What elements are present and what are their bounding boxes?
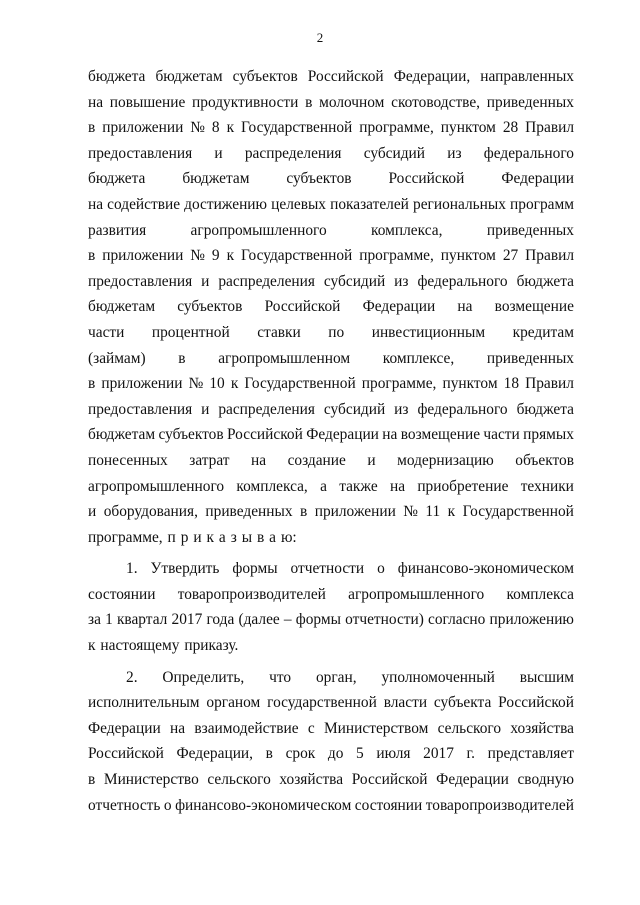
word: исполнительным [88, 694, 200, 712]
text-line [88, 793, 574, 819]
word: приобретение [417, 477, 509, 495]
word: приложении [314, 503, 396, 521]
word: к [447, 503, 456, 521]
word: согласно [428, 611, 486, 629]
word: сельского [437, 719, 502, 737]
word: Российской [498, 694, 574, 712]
word: части [483, 426, 520, 444]
word: предоставления [88, 272, 193, 290]
word: к [226, 119, 235, 137]
document-body [88, 64, 574, 818]
word: ю: [280, 528, 297, 546]
word: и [214, 144, 223, 162]
word: бюджетам [155, 68, 223, 85]
word: 9 [211, 247, 220, 265]
word: объектов [515, 451, 574, 469]
word: о [377, 560, 385, 578]
word: в [88, 247, 96, 265]
text-line [88, 422, 574, 448]
word: молочном [319, 93, 385, 111]
text-line [88, 192, 574, 218]
word: федерального [417, 400, 508, 418]
word: сельского [207, 771, 271, 789]
word: уполномоченный [381, 668, 495, 686]
word: состоянии [88, 585, 156, 603]
word: субъектов [286, 170, 352, 188]
word: федерального [417, 272, 508, 290]
word: предоставления [88, 400, 193, 418]
word: 2017 [171, 611, 203, 629]
word: июля [376, 745, 411, 763]
word: комплекса [506, 585, 574, 603]
word: отчетности) [345, 611, 424, 629]
text-line [88, 499, 574, 525]
word: (займам) [88, 349, 146, 367]
word: достижению [184, 195, 268, 213]
word: бюджетам [88, 298, 156, 316]
word: Государственной [462, 503, 574, 521]
word: региональных [413, 195, 506, 213]
word: 28 [502, 119, 519, 137]
word: субъектов [232, 68, 298, 85]
word: приложении [101, 375, 183, 393]
word: из [394, 400, 409, 418]
word: настоящему [100, 637, 180, 655]
word: агропромышленного [190, 221, 327, 239]
text-line [88, 474, 574, 500]
paragraph [88, 64, 574, 550]
word: в [88, 119, 96, 137]
word: бюджета [516, 400, 574, 418]
word: федерального [483, 144, 574, 162]
text-line [88, 633, 574, 659]
word: субъектов [177, 298, 243, 316]
word: оборудования, [103, 503, 198, 521]
word: бюджета [88, 68, 146, 85]
word: р [180, 528, 189, 546]
word: товаропроизводителей [177, 585, 326, 603]
word: процентной [151, 323, 230, 341]
word: инвестиционным [371, 323, 486, 341]
word: п [167, 528, 176, 546]
word: высшим [519, 668, 574, 686]
word: по [328, 323, 345, 341]
word: Утвердить [150, 560, 220, 578]
word: Российской [388, 170, 465, 188]
word: Правил [525, 119, 574, 137]
word: Российской [227, 426, 303, 444]
word: субсидий [363, 144, 426, 162]
word: на [88, 93, 104, 111]
word: комплекса, [371, 221, 443, 239]
word: скотоводстве, [391, 93, 481, 111]
word: в [178, 349, 186, 367]
text-line [88, 397, 574, 423]
word: продуктивности [192, 93, 299, 111]
word: создание [287, 451, 346, 469]
word: 11 [425, 503, 441, 521]
word: приведенных [486, 349, 574, 367]
word: на [251, 451, 267, 469]
word: № [190, 247, 205, 265]
word: также [339, 477, 378, 495]
text-line [88, 243, 574, 269]
word: на [169, 719, 186, 737]
text-line [88, 767, 574, 793]
word: года [206, 611, 235, 629]
word: субсидий [323, 272, 386, 290]
word: срок [285, 745, 316, 763]
word: приложению [489, 611, 574, 629]
word: в [299, 503, 308, 521]
word: до [327, 745, 344, 763]
word: отчетности [290, 560, 365, 578]
word: к [230, 375, 239, 393]
word: приведенных [486, 93, 574, 111]
word: – [283, 611, 292, 629]
word: Федерации, [176, 745, 254, 763]
word: предоставления [88, 144, 193, 162]
word: из [394, 272, 409, 290]
word: агропромышленном [218, 349, 351, 367]
word: на [457, 298, 473, 316]
word: к [88, 637, 96, 655]
word: понесенных [88, 451, 168, 469]
word: субъекта [433, 694, 492, 712]
word: распределения [218, 272, 315, 290]
word: показателей [330, 195, 409, 213]
text-line [88, 64, 574, 90]
word: что [269, 668, 292, 686]
word: квартал [116, 611, 168, 629]
word: приведенных [486, 221, 574, 239]
word: сводную [517, 771, 574, 789]
word: программе, [359, 119, 434, 137]
word: бюджета [516, 272, 574, 290]
word: Определить, [162, 668, 245, 686]
text-line [88, 346, 574, 372]
word: Российской [88, 745, 164, 763]
word: и [367, 451, 376, 469]
word: бюджетам [88, 426, 156, 444]
word: о [163, 796, 172, 814]
page-number: 2 [316, 30, 324, 45]
word: органом [206, 694, 261, 712]
word: приказу. [184, 637, 239, 655]
word: к [226, 247, 235, 265]
word: целевых [271, 195, 327, 213]
word: представляет [487, 745, 574, 763]
word: 2017 [423, 745, 454, 763]
word: и [201, 272, 210, 290]
word: Федерации, [393, 68, 471, 85]
word: направленных [480, 68, 574, 85]
word: Государственной [240, 119, 353, 137]
word: повышение [109, 93, 186, 111]
word: 18 [503, 375, 520, 393]
word: Правил [525, 375, 574, 393]
word: на [382, 426, 398, 444]
word: формы [232, 560, 278, 578]
word: финансово-экономическом [397, 560, 574, 578]
word: модернизацию [397, 451, 494, 469]
word: № [188, 375, 204, 393]
word: программе, [361, 375, 437, 393]
word: агропромышленного [88, 477, 225, 495]
word: финансово-экономическом [175, 796, 352, 814]
word: № [403, 503, 418, 521]
word: 1 [105, 611, 113, 629]
word: бюджетам [182, 170, 250, 188]
text-line [88, 556, 574, 582]
word: Федерации [362, 298, 436, 316]
word: программе, [359, 247, 434, 265]
word: ы [241, 528, 253, 546]
word: а [269, 528, 277, 546]
word: хозяйства [510, 719, 574, 737]
word: а [320, 477, 327, 495]
word: власти [383, 694, 428, 712]
word: в [88, 771, 96, 789]
word: в [256, 528, 265, 546]
word: за [88, 611, 101, 629]
word: на [88, 195, 104, 213]
word: кредитам [512, 323, 574, 341]
word: приложении [102, 247, 184, 265]
word: с [307, 719, 315, 737]
word: Правил [525, 247, 574, 265]
word: Российской [351, 771, 428, 789]
word: комплекса, [236, 477, 308, 495]
word: комплексе, [382, 349, 455, 367]
word: в [265, 745, 273, 763]
word: 2. [126, 668, 138, 686]
word: содействие [107, 195, 181, 213]
word: приложении [102, 119, 184, 137]
text-line [88, 665, 574, 691]
word: 8 [211, 119, 220, 137]
paragraph [88, 556, 574, 658]
word: 27 [502, 247, 519, 265]
word: программе, [88, 528, 163, 546]
word: 5 [356, 745, 364, 763]
word: ставки [257, 323, 301, 341]
word: пунктом [440, 247, 496, 265]
word: бюджета [88, 170, 146, 188]
word: а [218, 528, 226, 546]
text-line [88, 269, 574, 295]
word: Федерации [436, 771, 509, 789]
text-line [88, 525, 574, 551]
word: товаропроизводителей [425, 796, 574, 814]
word: Федерации [88, 719, 161, 737]
text-line [88, 294, 574, 320]
word: субъектов [158, 426, 224, 444]
word: № [190, 119, 205, 137]
word: Государственной [240, 247, 353, 265]
word: на [389, 477, 406, 495]
word: и [201, 400, 210, 418]
text-line [88, 166, 574, 192]
word: пунктом [442, 375, 498, 393]
word: возмещение [494, 298, 574, 316]
text-line [88, 741, 574, 767]
text-line [88, 716, 574, 742]
word: пунктом [440, 119, 496, 137]
word: и [88, 503, 97, 521]
word: з [230, 528, 237, 546]
word: орган, [315, 668, 357, 686]
word: в [88, 375, 96, 393]
text-line [88, 690, 574, 716]
word: государственной [267, 694, 377, 712]
text-line [88, 141, 574, 167]
word: распределения [218, 400, 315, 418]
word: программ [510, 195, 574, 213]
word: к [206, 528, 214, 546]
text-line [88, 90, 574, 116]
word: состоянии [354, 796, 423, 814]
word: приведенных [205, 503, 293, 521]
word: отчетность [88, 796, 161, 814]
word: (далее [238, 611, 280, 629]
word: Федерации [306, 426, 379, 444]
word: и [193, 528, 202, 546]
word: развития [88, 221, 147, 239]
word: в [305, 93, 313, 111]
word: взаимодействие [194, 719, 299, 737]
word: распределения [244, 144, 342, 162]
word: г. [466, 745, 475, 763]
word: части [88, 323, 125, 341]
text-line [88, 320, 574, 346]
word: Российской [264, 298, 341, 316]
word: затрат [189, 451, 230, 469]
word: возмещение [400, 426, 481, 444]
word: из [447, 144, 462, 162]
word: субсидий [323, 400, 386, 418]
word: агропромышленного [348, 585, 485, 603]
word: Российской [307, 68, 384, 85]
word: 10 [209, 375, 225, 393]
word: формы [295, 611, 341, 629]
word: техники [520, 477, 574, 495]
text-line [88, 582, 574, 608]
word: Министерство [103, 771, 199, 789]
text-line [88, 115, 574, 141]
word: хозяйства [279, 771, 344, 789]
word: Государственной [244, 375, 356, 393]
text-line [88, 448, 574, 474]
word: 1. [126, 560, 138, 578]
text-line [88, 218, 574, 244]
text-line [88, 371, 574, 397]
word: Федерации [501, 170, 574, 188]
word: прямых [523, 426, 574, 444]
text-line [88, 607, 574, 633]
paragraph [88, 665, 574, 819]
word: Министерством [324, 719, 429, 737]
